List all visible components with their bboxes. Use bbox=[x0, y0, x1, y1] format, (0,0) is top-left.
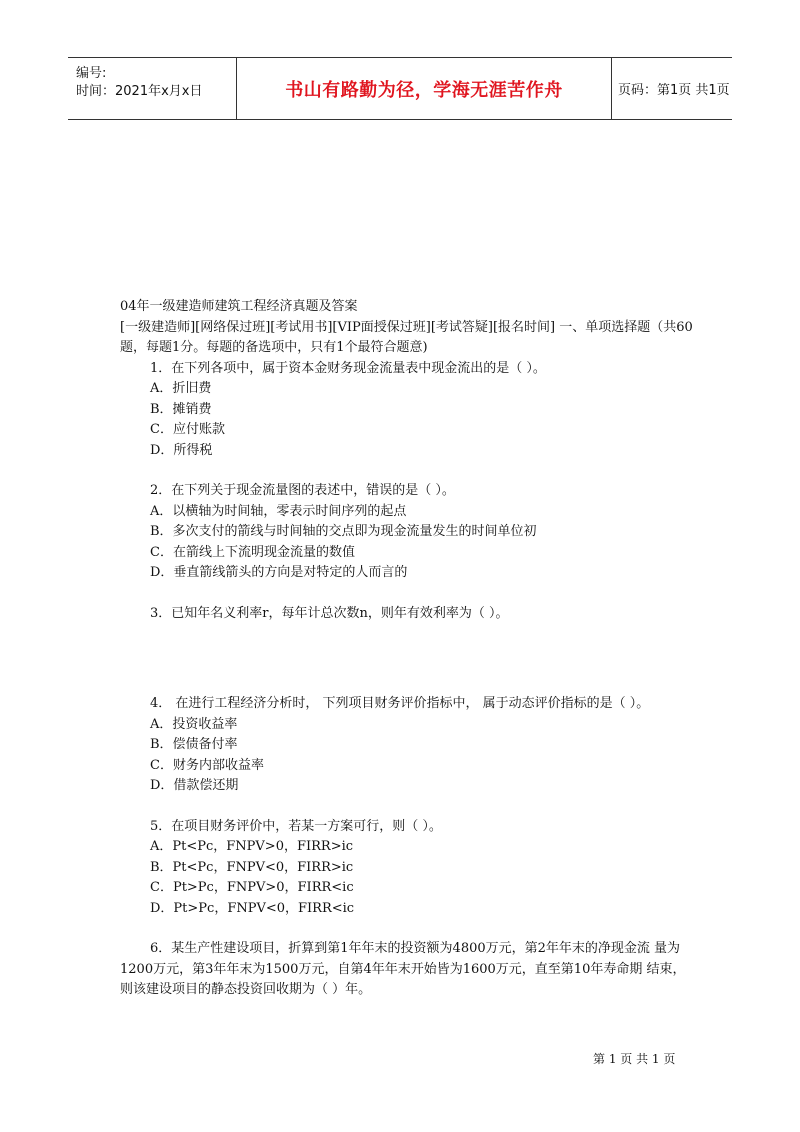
option: A．投资收益率 bbox=[150, 716, 238, 732]
option: D．所得税 bbox=[150, 442, 213, 458]
document-header bbox=[68, 57, 732, 120]
question-6: 6．某生产性建设项目，折算到第1年年末的投资额为4800万元，第2年年末的净现金流 量为1200万元，第3年年末为1500万元，自第4年年末开始皆为1600万元，直至第10年寿命期 结束，则该建设项目的静态投资回收期为（ ）年。 bbox=[120, 941, 686, 997]
option: A．折旧费 bbox=[150, 381, 212, 396]
option: C．在箭线上下流明现金流量的数值 bbox=[150, 544, 355, 560]
header-meta bbox=[68, 58, 236, 119]
header-page: 页码：第1页 共1页 bbox=[618, 83, 730, 98]
page-footer: 第 1 页 共 1 页 bbox=[593, 1052, 676, 1066]
option: A．Pt<Pc，FNPV>0，FIRR>ic bbox=[150, 839, 354, 854]
question-5: 5．在项目财务评价中，若某一方案可行，则（ ）。 bbox=[150, 818, 442, 834]
option: D．借款偿还期 bbox=[150, 778, 239, 793]
option: B．Pt<Pc，FNPV<0，FIRR>ic bbox=[150, 859, 354, 875]
option: A．以横轴为时间轴，零表示时间序列的起点 bbox=[150, 503, 407, 519]
option: B．多次支付的箭线与时间轴的交点即为现金流量发生的时间单位初 bbox=[150, 524, 537, 539]
question-3: 3．已知年名义利率r，每年计总次数n，则年有效利率为（ ）。 bbox=[150, 605, 509, 621]
header-motto: 书山有路勤为径，学海无涯苦作舟 bbox=[236, 58, 612, 119]
document-title: 04年一级建造师建筑工程经济真题及答案 bbox=[120, 299, 358, 314]
header-number: 编号: bbox=[76, 66, 107, 81]
option: C．财务内部收益率 bbox=[150, 757, 264, 773]
option: B．摊销费 bbox=[150, 401, 212, 417]
option: C．Pt>Pc，FNPV>0，FIRR<ic bbox=[150, 880, 354, 895]
header-time: 时间：2021年x月x日 bbox=[76, 84, 203, 99]
option: B．偿债备付率 bbox=[150, 737, 238, 752]
question-1: 1．在下列各项中，属于资本金财务现金流量表中现金流出的是（ ）。 bbox=[150, 360, 546, 376]
question-2: 2．在下列关于现金流量图的表述中，错误的是（ ）。 bbox=[150, 483, 455, 498]
document-intro: [一级建造师][网络保过班][考试用书][VIP面授保过班][考试答疑][报名时间] 一、单项选择题（共60题，每题1分。每题的备选项中，只有1个最符合题意) bbox=[120, 319, 693, 355]
question-4: 4． 在进行工程经济分析时， 下列项目财务评价指标中， 属于动态评价指标的是（ ）。 bbox=[150, 696, 650, 711]
option: D．Pt>Pc，FNPV<0，FIRR<ic bbox=[150, 900, 355, 916]
document-body bbox=[120, 297, 695, 1001]
option: D．垂直箭线箭头的方向是对特定的人而言的 bbox=[150, 565, 408, 580]
option: C．应付账款 bbox=[150, 422, 225, 437]
